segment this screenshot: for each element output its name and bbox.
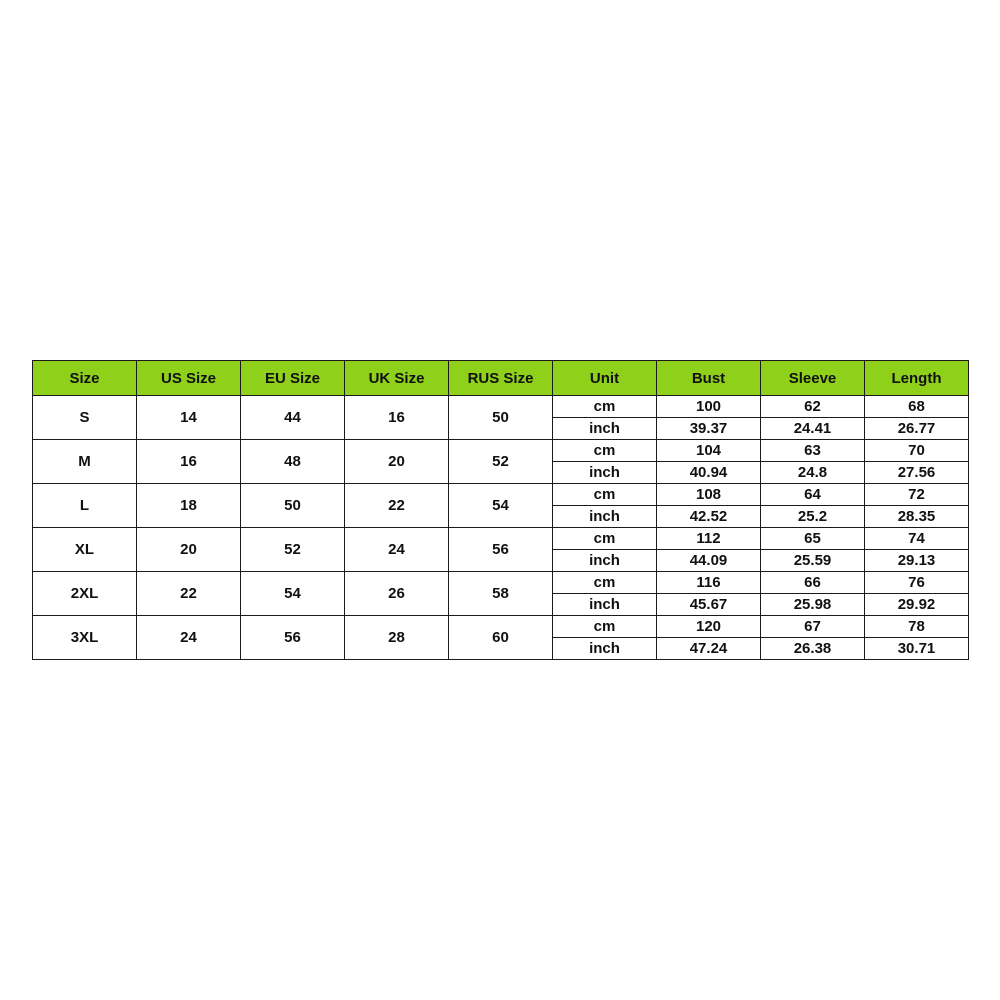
sleeve-cell: 25.98 [761,594,865,616]
size-cell: 3XL [33,616,137,660]
bust-cell: 44.09 [657,550,761,572]
unit-cell: inch [553,638,657,660]
eu-size-cell: 56 [241,616,345,660]
unit-cell: cm [553,572,657,594]
rus-size-cell: 54 [449,484,553,528]
sleeve-cell: 67 [761,616,865,638]
us-size-cell: 18 [137,484,241,528]
length-cell: 70 [865,440,969,462]
header-size: Size [33,361,137,396]
bust-cell: 108 [657,484,761,506]
eu-size-cell: 50 [241,484,345,528]
table-row [33,616,969,638]
uk-size-cell: 28 [345,616,449,660]
sleeve-cell: 63 [761,440,865,462]
length-cell: 76 [865,572,969,594]
us-size-cell: 20 [137,528,241,572]
bust-cell: 104 [657,440,761,462]
eu-size-cell: 44 [241,396,345,440]
length-cell: 29.13 [865,550,969,572]
length-cell: 28.35 [865,506,969,528]
uk-size-cell: 24 [345,528,449,572]
size-cell: M [33,440,137,484]
table-row [33,440,969,462]
rus-size-cell: 56 [449,528,553,572]
length-cell: 74 [865,528,969,550]
table-row [33,484,969,506]
bust-cell: 47.24 [657,638,761,660]
uk-size-cell: 16 [345,396,449,440]
uk-size-cell: 22 [345,484,449,528]
sleeve-cell: 64 [761,484,865,506]
sleeve-cell: 66 [761,572,865,594]
length-cell: 27.56 [865,462,969,484]
header-uk-size: UK Size [345,361,449,396]
sleeve-cell: 65 [761,528,865,550]
sleeve-cell: 26.38 [761,638,865,660]
table-header [33,361,969,396]
sleeve-cell: 24.41 [761,418,865,440]
length-cell: 68 [865,396,969,418]
header-sleeve: Sleeve [761,361,865,396]
size-cell: S [33,396,137,440]
us-size-cell: 16 [137,440,241,484]
us-size-cell: 24 [137,616,241,660]
header-eu-size: EU Size [241,361,345,396]
header-row [33,361,969,396]
unit-cell: cm [553,484,657,506]
bust-cell: 39.37 [657,418,761,440]
uk-size-cell: 20 [345,440,449,484]
bust-cell: 42.52 [657,506,761,528]
length-cell: 26.77 [865,418,969,440]
us-size-cell: 14 [137,396,241,440]
header-us-size: US Size [137,361,241,396]
size-cell: 2XL [33,572,137,616]
table-row [33,396,969,418]
length-cell: 72 [865,484,969,506]
table-body [33,396,969,660]
header-unit: Unit [553,361,657,396]
rus-size-cell: 58 [449,572,553,616]
unit-cell: cm [553,396,657,418]
eu-size-cell: 52 [241,528,345,572]
length-cell: 29.92 [865,594,969,616]
header-rus-size: RUS Size [449,361,553,396]
header-length: Length [865,361,969,396]
length-cell: 78 [865,616,969,638]
unit-cell: inch [553,594,657,616]
unit-cell: inch [553,462,657,484]
bust-cell: 120 [657,616,761,638]
sleeve-cell: 62 [761,396,865,418]
unit-cell: cm [553,440,657,462]
uk-size-cell: 26 [345,572,449,616]
eu-size-cell: 48 [241,440,345,484]
table-row [33,528,969,550]
bust-cell: 116 [657,572,761,594]
bust-cell: 112 [657,528,761,550]
length-cell: 30.71 [865,638,969,660]
sleeve-cell: 24.8 [761,462,865,484]
size-cell: XL [33,528,137,572]
size-chart-table [32,360,969,660]
sleeve-cell: 25.2 [761,506,865,528]
unit-cell: cm [553,528,657,550]
sleeve-cell: 25.59 [761,550,865,572]
rus-size-cell: 50 [449,396,553,440]
bust-cell: 45.67 [657,594,761,616]
rus-size-cell: 52 [449,440,553,484]
size-cell: L [33,484,137,528]
unit-cell: inch [553,506,657,528]
rus-size-cell: 60 [449,616,553,660]
table-row [33,572,969,594]
bust-cell: 40.94 [657,462,761,484]
unit-cell: inch [553,418,657,440]
us-size-cell: 22 [137,572,241,616]
unit-cell: cm [553,616,657,638]
header-bust: Bust [657,361,761,396]
bust-cell: 100 [657,396,761,418]
unit-cell: inch [553,550,657,572]
eu-size-cell: 54 [241,572,345,616]
